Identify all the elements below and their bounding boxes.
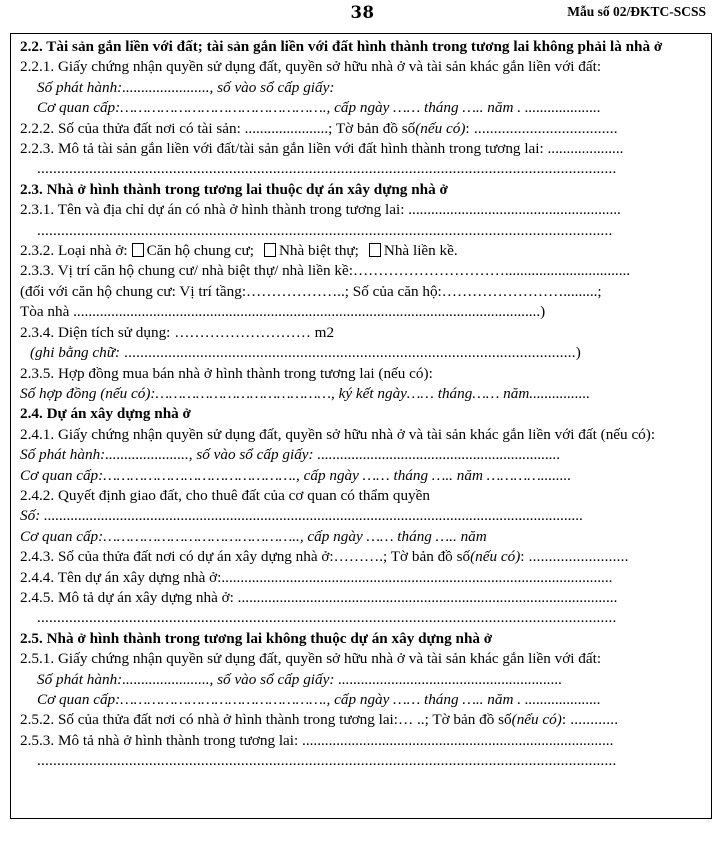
item-2-3-2-label: 2.3.2. Loại nhà ở: (20, 242, 128, 260)
checkbox-townhouse[interactable] (369, 243, 381, 257)
checkbox-apartment-label: Căn hộ chung cư; (146, 242, 254, 260)
item-2-5-2-dots: : ............ (561, 711, 619, 729)
item-2-4-2-issuing-authority: Cơ quan cấp:…………………………………….., cấp ngày …… tháng ….. năm (20, 527, 487, 545)
form-code: Mẫu số 02/ĐKTC-SCSS (567, 4, 706, 19)
item-2-2-1-issue-number: Số phát hành:......................., số vào sổ cấp giấy: (37, 78, 335, 96)
item-2-2-1-issuing-authority: Cơ quan cấp:………………………………………., cấp ngày …… tháng ….. năm . .................... (37, 99, 601, 117)
item-2-4-3-note: (nếu có) (470, 548, 521, 566)
checkbox-apartment[interactable] (132, 243, 144, 257)
item-2-3-1: 2.3.1. Tên và địa chỉ dự án có nhà ở hình thành trong tương lai: ........................................................ (20, 201, 621, 219)
item-2-3-3: 2.3.3. Vị trí căn hộ chung cư/ nhà biệt thự/ nhà liền kề:…………………………................................. (20, 262, 631, 280)
item-2-4-1: 2.4.1. Giấy chứng nhận quyền sử dụng đất, quyền sở hữu nhà ở và tài sản khác gắn liền với đất (nếu có): (20, 425, 656, 443)
item-2-4-2-number: Số: .............................................................................................................................................. (20, 507, 584, 525)
checkbox-villa-label: Nhà biệt thự; (278, 242, 359, 260)
item-2-3-4: 2.3.4. Diện tích sử dụng: ……………………… m2 (20, 323, 335, 341)
item-2-4-3-text: 2.4.3. Số của thửa đất nơi có dự án xây dựng nhà ở:……….; Tờ bản đồ số (20, 548, 471, 566)
item-2-5-3: 2.5.3. Mô tả nhà ở hình thành trong tương lai: .................................................................................. (20, 731, 614, 749)
item-2-2-1: 2.2.1. Giấy chứng nhận quyền sử dụng đất, quyền sở hữu nhà ở và tài sản khác gắn liền với đất: (20, 58, 602, 76)
item-2-5-1: 2.5.1. Giấy chứng nhận quyền sử dụng đất, quyền sở hữu nhà ở và tài sản khác gắn liền với đất: (20, 650, 602, 668)
item-2-4-5-continuation: ................................................................................................................................................. (37, 609, 617, 627)
item-2-3-3-apartment-detail: (đối với căn hộ chung cư: Vị trí tầng:………………..; Số của căn hộ:…………………….........; (20, 282, 602, 300)
item-2-3-5: 2.3.5. Hợp đồng mua bán nhà ở hình thành trong tương lai (nếu có): (20, 364, 433, 382)
section-2-5-heading: 2.5. Nhà ở hình thành trong tương lai không thuộc dự án xây dựng nhà ở (20, 629, 493, 647)
item-2-3-5-contract-number: Số hợp đồng (nếu có):…………………………………, ký kết ngày…… tháng…… năm................ (20, 384, 591, 402)
item-2-3-2-house-type (20, 241, 704, 261)
item-2-3-4-in-words-label: (ghi bằng chữ: (30, 344, 121, 362)
item-2-4-1-issue-number: Số phát hành:......................, số vào sổ cấp giấy: ................................................................ (20, 446, 561, 464)
section-2-4-heading: 2.4. Dự án xây dựng nhà ở (20, 405, 191, 423)
item-2-4-3-dots: : ......................... (520, 548, 629, 566)
item-2-2-2-text: 2.2.2. Số của thửa đất nơi có tài sản: ......................; Tờ bản đồ số (20, 119, 416, 137)
item-2-3-4-in-words-dots: .................................................................................................................) (120, 344, 582, 362)
item-2-4-2: 2.4.2. Quyết định giao đất, cho thuê đất của cơ quan có thẩm quyền (20, 486, 430, 504)
document-body (10, 33, 712, 819)
item-2-2-3-continuation: ................................................................................................................................................. (37, 160, 617, 178)
item-2-5-2 (20, 710, 704, 730)
item-2-3-1-continuation: ................................................................................................................................................ (37, 221, 613, 239)
page-number: 38 (350, 3, 375, 22)
item-2-4-5: 2.4.5. Mô tả dự án xây dựng nhà ở: .................................................................................................... (20, 588, 618, 606)
item-2-4-3 (20, 547, 704, 567)
item-2-5-1-issuing-authority: Cơ quan cấp:………………………………………., cấp ngày …… tháng ….. năm . .................... (37, 691, 601, 708)
section-2-2-heading: 2.2. Tài sản gắn liền với đất; tài sản gắn liền với đất hình thành trong tương lai không phải là nhà ở (20, 38, 663, 55)
item-2-5-2-text: 2.5.2. Số của thửa đất nơi có nhà ở hình thành trong tương lai:… ..; Tờ bản đồ số (20, 711, 512, 729)
item-2-5-2-note: (nếu có) (511, 711, 562, 729)
item-2-3-3-building: Tòa nhà ...........................................................................................................................) (20, 303, 546, 321)
item-2-5-3-continuation: ................................................................................................................................................. (37, 752, 617, 770)
item-2-2-3: 2.2.3. Mô tả tài sản gắn liền với đất/tài sản gắn liền với đất hình thành trong tương lai: .................... (20, 140, 624, 158)
item-2-3-4-in-words (20, 343, 704, 363)
item-2-2-2 (20, 119, 704, 139)
item-2-4-4: 2.4.4. Tên dự án xây dựng nhà ở:....................................................................................................... (20, 568, 613, 586)
checkbox-villa[interactable] (264, 243, 276, 257)
page-header (0, 0, 725, 30)
item-2-2-2-dots: : .................................... (465, 119, 618, 137)
checkbox-townhouse-label: Nhà liền kề. (383, 242, 458, 260)
item-2-4-1-issuing-authority: Cơ quan cấp:……………………………………., cấp ngày …… tháng ….. năm …………........ (20, 466, 572, 484)
section-2-3-heading: 2.3. Nhà ở hình thành trong tương lai thuộc dự án xây dựng nhà ở (20, 180, 448, 198)
item-2-2-2-note: (nếu có) (415, 119, 466, 137)
item-2-5-1-issue-number: Số phát hành:......................., số vào sổ cấp giấy: ........................................................... (37, 670, 563, 688)
